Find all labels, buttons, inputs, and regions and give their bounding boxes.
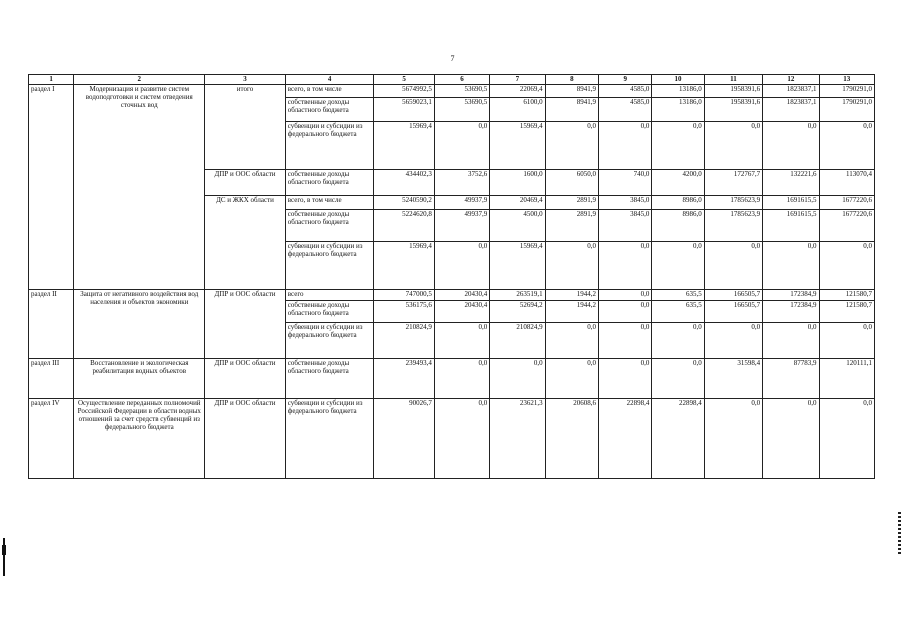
value-cell-col13: 121580,7 (819, 290, 874, 301)
table-body (29, 85, 875, 479)
value-cell-col10: 0,0 (652, 122, 704, 170)
value-cell-col6: 53690,5 (434, 98, 489, 122)
value-cell-col5: 210824,9 (374, 323, 434, 359)
funding-source: субвенции и субсидии из федерального бюджета (285, 399, 374, 479)
value-cell-col8: 0,0 (545, 122, 598, 170)
value-cell-col11: 1785623,9 (704, 196, 762, 210)
value-cell-col8: 8941,9 (545, 98, 598, 122)
value-cell-col6: 20430,4 (434, 290, 489, 301)
value-cell-col8: 2891,9 (545, 196, 598, 210)
value-cell-col9: 0,0 (599, 301, 652, 323)
funding-source: субвенции и субсидии из федерального бюджета (285, 122, 374, 170)
value-cell-col12: 87783,9 (763, 359, 819, 399)
col-header-1: 1 (29, 75, 74, 85)
scan-artifact-left-block (2, 545, 6, 555)
value-cell-col13: 113070,4 (819, 170, 874, 196)
value-cell-col10: 0,0 (652, 359, 704, 399)
value-cell-col7: 15969,4 (490, 122, 545, 170)
col-header-9: 9 (599, 75, 652, 85)
executor: ДПР и ООС области (205, 359, 286, 399)
table-row (29, 399, 875, 479)
value-cell-col7: 4500,0 (490, 210, 545, 242)
value-cell-col10: 8986,0 (652, 196, 704, 210)
value-cell-col5: 747000,5 (374, 290, 434, 301)
value-cell-col9: 0,0 (599, 323, 652, 359)
value-cell-col12: 132221,6 (763, 170, 819, 196)
value-cell-col7: 263519,1 (490, 290, 545, 301)
value-cell-col13: 0,0 (819, 122, 874, 170)
value-cell-col9: 0,0 (599, 242, 652, 290)
value-cell-col12: 172384,9 (763, 301, 819, 323)
funding-source: собственные доходы областного бюджета (285, 210, 374, 242)
value-cell-col9: 0,0 (599, 359, 652, 399)
value-cell-col8: 0,0 (545, 323, 598, 359)
executor: ДПР и ООС области (205, 170, 286, 196)
col-header-2: 2 (74, 75, 205, 85)
value-cell-col12: 0,0 (763, 242, 819, 290)
value-cell-col11: 0,0 (704, 323, 762, 359)
col-header-4: 4 (285, 75, 374, 85)
value-cell-col6: 0,0 (434, 122, 489, 170)
value-cell-col5: 239493,4 (374, 359, 434, 399)
value-cell-col6: 20430,4 (434, 301, 489, 323)
section-name: Восстановление и экологическая реабилитация водных объектов (74, 359, 205, 399)
value-cell-col13: 120111,1 (819, 359, 874, 399)
header-row (29, 75, 875, 85)
page-number: 7 (450, 54, 455, 63)
value-cell-col11: 1958391,6 (704, 85, 762, 98)
value-cell-col8: 2891,9 (545, 210, 598, 242)
value-cell-col8: 1944,2 (545, 301, 598, 323)
value-cell-col8: 0,0 (545, 359, 598, 399)
value-cell-col6: 0,0 (434, 323, 489, 359)
value-cell-col8: 20608,6 (545, 399, 598, 479)
value-cell-col13: 0,0 (819, 323, 874, 359)
table-row (29, 290, 875, 301)
value-cell-col7: 6100,0 (490, 98, 545, 122)
value-cell-col12: 1823837,1 (763, 98, 819, 122)
value-cell-col7: 210824,9 (490, 323, 545, 359)
value-cell-col13: 1677220,6 (819, 210, 874, 242)
col-header-7: 7 (490, 75, 545, 85)
value-cell-col12: 0,0 (763, 122, 819, 170)
section-code: раздел II (29, 290, 74, 359)
section-code: раздел I (29, 85, 74, 290)
value-cell-col12: 1691615,5 (763, 210, 819, 242)
value-cell-col10: 13186,0 (652, 85, 704, 98)
section-name: Модернизация и развитие систем водоподготовки и систем отведения сточных вод (74, 85, 205, 290)
section-code: раздел IV (29, 399, 74, 479)
funding-source: субвенции и субсидии из федерального бюджета (285, 323, 374, 359)
col-header-5: 5 (374, 75, 434, 85)
value-cell-col5: 5224620,8 (374, 210, 434, 242)
value-cell-col12: 1823837,1 (763, 85, 819, 98)
value-cell-col11: 0,0 (704, 399, 762, 479)
value-cell-col12: 1691615,5 (763, 196, 819, 210)
col-header-12: 12 (763, 75, 819, 85)
value-cell-col10: 635,5 (652, 301, 704, 323)
value-cell-col5: 15969,4 (374, 122, 434, 170)
value-cell-col13: 0,0 (819, 242, 874, 290)
value-cell-col9: 3845,0 (599, 196, 652, 210)
col-header-13: 13 (819, 75, 874, 85)
value-cell-col5: 434402,3 (374, 170, 434, 196)
value-cell-col5: 5659023,1 (374, 98, 434, 122)
value-cell-col9: 4585,0 (599, 85, 652, 98)
value-cell-col12: 0,0 (763, 323, 819, 359)
value-cell-col10: 8986,0 (652, 210, 704, 242)
value-cell-col5: 5240590,2 (374, 196, 434, 210)
value-cell-col11: 0,0 (704, 242, 762, 290)
value-cell-col7: 1600,0 (490, 170, 545, 196)
value-cell-col8: 0,0 (545, 242, 598, 290)
value-cell-col11: 172767,7 (704, 170, 762, 196)
value-cell-col11: 166505,7 (704, 301, 762, 323)
funding-source: субвенции и субсидии из федерального бюджета (285, 242, 374, 290)
value-cell-col6: 0,0 (434, 399, 489, 479)
scan-artifact-right (898, 512, 901, 556)
value-cell-col13: 0,0 (819, 399, 874, 479)
value-cell-col7: 22069,4 (490, 85, 545, 98)
value-cell-col6: 53690,5 (434, 85, 489, 98)
value-cell-col13: 121580,7 (819, 301, 874, 323)
value-cell-col9: 3845,0 (599, 210, 652, 242)
funding-source: всего (285, 290, 374, 301)
value-cell-col10: 4200,0 (652, 170, 704, 196)
value-cell-col9: 4585,0 (599, 98, 652, 122)
funding-source: собственные доходы областного бюджета (285, 98, 374, 122)
value-cell-col10: 0,0 (652, 242, 704, 290)
value-cell-col9: 740,0 (599, 170, 652, 196)
value-cell-col7: 20469,4 (490, 196, 545, 210)
value-cell-col5: 15969,4 (374, 242, 434, 290)
value-cell-col6: 49937,9 (434, 210, 489, 242)
scan-artifact-left (3, 538, 5, 576)
executor: итого (205, 85, 286, 170)
col-header-10: 10 (652, 75, 704, 85)
funding-source: всего, в том числе (285, 85, 374, 98)
table-row (29, 359, 875, 399)
value-cell-col6: 0,0 (434, 359, 489, 399)
budget-table (28, 74, 875, 479)
funding-source: собственные доходы областного бюджета (285, 359, 374, 399)
executor: ДПР и ООС области (205, 290, 286, 359)
value-cell-col7: 23621,3 (490, 399, 545, 479)
value-cell-col8: 8941,9 (545, 85, 598, 98)
value-cell-col10: 13186,0 (652, 98, 704, 122)
value-cell-col7: 0,0 (490, 359, 545, 399)
funding-source: собственные доходы областного бюджета (285, 301, 374, 323)
value-cell-col13: 1790291,0 (819, 85, 874, 98)
value-cell-col5: 536175,6 (374, 301, 434, 323)
value-cell-col7: 52694,2 (490, 301, 545, 323)
value-cell-col5: 90026,7 (374, 399, 434, 479)
executor: ДС и ЖКХ области (205, 196, 286, 290)
value-cell-col9: 22898,4 (599, 399, 652, 479)
funding-source: всего, в том числе (285, 196, 374, 210)
value-cell-col6: 3752,6 (434, 170, 489, 196)
funding-source: собственные доходы областного бюджета (285, 170, 374, 196)
value-cell-col6: 49937,9 (434, 196, 489, 210)
col-header-8: 8 (545, 75, 598, 85)
section-name: Защита от негативного воздействия вод населения и объектов экономики (74, 290, 205, 359)
value-cell-col11: 1785623,9 (704, 210, 762, 242)
table-row (29, 85, 875, 98)
value-cell-col13: 1677220,6 (819, 196, 874, 210)
value-cell-col10: 0,0 (652, 323, 704, 359)
value-cell-col9: 0,0 (599, 122, 652, 170)
value-cell-col6: 0,0 (434, 242, 489, 290)
col-header-6: 6 (434, 75, 489, 85)
col-header-11: 11 (704, 75, 762, 85)
value-cell-col9: 0,0 (599, 290, 652, 301)
value-cell-col10: 635,5 (652, 290, 704, 301)
section-name: Осуществление переданных полномочий Российской Федерации в области водных отношений за счет средств субвенций из федерального бюджета (74, 399, 205, 479)
value-cell-col11: 0,0 (704, 122, 762, 170)
value-cell-col11: 31598,4 (704, 359, 762, 399)
value-cell-col13: 1790291,0 (819, 98, 874, 122)
value-cell-col10: 22898,4 (652, 399, 704, 479)
value-cell-col11: 1958391,6 (704, 98, 762, 122)
section-code: раздел III (29, 359, 74, 399)
value-cell-col7: 15969,4 (490, 242, 545, 290)
value-cell-col12: 172384,9 (763, 290, 819, 301)
value-cell-col12: 0,0 (763, 399, 819, 479)
executor: ДПР и ООС области (205, 399, 286, 479)
value-cell-col5: 5674992,5 (374, 85, 434, 98)
col-header-3: 3 (205, 75, 286, 85)
value-cell-col11: 166505,7 (704, 290, 762, 301)
value-cell-col8: 6050,0 (545, 170, 598, 196)
value-cell-col8: 1944,2 (545, 290, 598, 301)
